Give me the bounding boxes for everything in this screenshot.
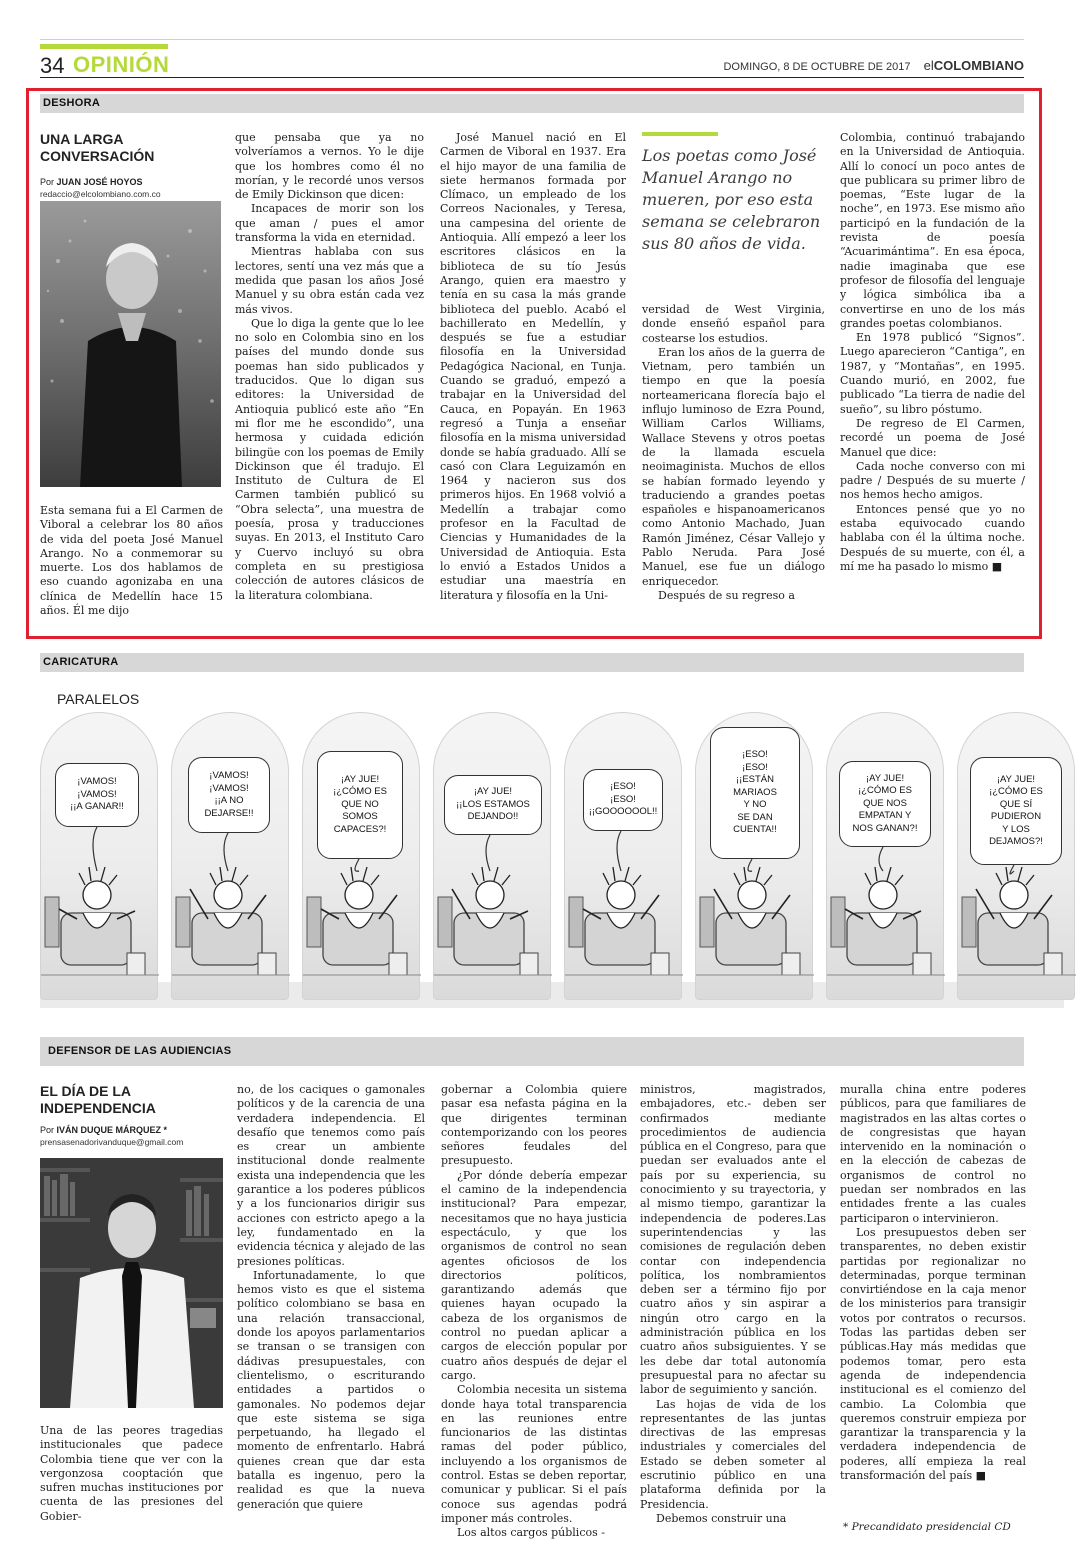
- speech-bubble: ¡AY JUE! ¡¿CÓMO ES QUE SÍ PUDIERON Y LOS DEJAMOS?!: [970, 757, 1062, 865]
- deshora-column-1: [40, 504, 223, 628]
- football-fan-cartoon-icon: [41, 713, 159, 1001]
- speech-bubble: ¡ESO! ¡ESO! ¡¡ESTÁN MARIAOS Y NO SE DAN CUENTA!!: [710, 727, 800, 859]
- defensor-column-3: [441, 1083, 627, 1540]
- speech-bubble: ¡AY JUE! ¡¡LOS ESTAMOS DEJANDO!!: [444, 775, 542, 835]
- cartoon-panel: [171, 712, 289, 1000]
- deshora-column-5: [840, 131, 1025, 628]
- paragraph: muralla china entre poderes públicos, para que familiares de magistrados en las altas cortes o de congresistas que hayan intervenido en la nominación o en la elección de cabezas de organismos de control no puedan ser nombrados en las entidades frente a las cuales participaron o intervinieron.: [840, 1083, 1026, 1225]
- paragraph: Después de su regreso a: [658, 588, 795, 602]
- logo-name: COLOMBIANO: [933, 58, 1024, 73]
- speech-bubble: ¡ESO! ¡ESO! ¡¡GOOOOOOL!!: [583, 769, 663, 831]
- paragraph: no, de los caciques o gamonales políticos y de la carencia de una verdadera independencia. El desafío que tenemos como país es crear un ambiente institucional donde realmente exista una independencia que les garantice a los poderes públicos y a los funcionarios dirigir sus acciones con estricto apego a la ley, fundamentado en la evidencia técnica y alejado de las presiones políticas.: [237, 1083, 425, 1268]
- defensor-column-5: [840, 1083, 1026, 1519]
- defensor-column-1: [40, 1424, 223, 1524]
- paragraph: Colombia necesita un sistema donde haya total transparencia en las reuniones entre funcionarios de las distintas ramas del poder público, incluyendo a los organismos de control. Estas se deben reportar, comunicar y publicar. Si el país conoce sus agendas podrá imponer más controles.: [441, 1383, 627, 1525]
- cartoon-panel: [826, 712, 944, 1000]
- paragraph: ¿Por dónde debería empezar el camino de la independencia institucional? Para empezar, necesitamos que no haya justicia espectáculo, y que los organismos de control no sean agentes oficiosos de los directorios políticos, garantizando además que quienes hayan ocupado la cabeza de los organismos de control no puedan aplicar a cargos de elección popular por cuatro años después de dejar el cargo.: [441, 1168, 627, 1382]
- cartoon-panel: [40, 712, 158, 1000]
- cartoon-panel: [433, 712, 551, 1000]
- paragraph: Infortunadamente, lo que hemos visto es que el sistema político colombiano se basa en una relación transaccional, donde los apoyos parlamentarios se transan o se transigen con dádivas presupuestales, con clientelismo, o escriturando entidades a partidos o gamonales. No podemos dejar que este sistema se siga perpetuando, ha llegado el momento de enfrentarlo. Habrá quienes crean que dar esta batalla es ingenuo, pero la realidad es que la nueva generación que quiere: [237, 1268, 425, 1511]
- defensor-column-2: [237, 1083, 425, 1523]
- paragraph: Las hojas de vida de los representantes de las juntas directivas de las empresas industriales y comerciales del Estado se deben someter al escrutinio público en una plataforma definida por la Presidencia.: [640, 1397, 826, 1511]
- man-in-suit-photo: [40, 1158, 223, 1408]
- byline: [40, 1125, 167, 1135]
- author-photo-graphic: [40, 1158, 223, 1408]
- author-name: IVÁN DUQUE MÁRQUEZ *: [56, 1125, 168, 1135]
- speech-bubble: ¡AY JUE! ¡¿CÓMO ES QUE NOS EMPATAN Y NOS GANAN?!: [839, 761, 931, 847]
- paragraph: versidad de West Virginia, donde enseñó español para costearse los estudios.: [642, 303, 825, 345]
- cartoon-panel: [695, 712, 813, 1000]
- author-photo-graphic: [40, 201, 221, 487]
- logo-prefix: el: [923, 58, 934, 73]
- section-accent-bar: [40, 44, 168, 49]
- top-rule: [40, 39, 1024, 40]
- paragraph: gobernar a Colombia quiere pasar esa nefasta página en la que dirigentes terminan contemporizando con los peores señores feudales del presupuesto.: [441, 1083, 627, 1168]
- page-header: [40, 44, 1024, 78]
- pullquote-accent: [642, 132, 718, 136]
- paragraph: Los presupuestos deben ser transparentes, no deben existir partidas por regionalizar no determinadas, porque terminan convirtiéndose en la caja menor de los ministerios para transigir votos por contratos o recursos. Todas las partidas deben ser públicas.Hay más medidas que podemos tomar, pero esta agenda de independencia institucional es el comienzo del cambio. La Colombia que queremos construir empieza por garantizar la transparencia y la verdadera independencia de poderes, allí empieza la real transformación del país ■: [840, 1225, 1026, 1483]
- section-bar-defensor: DEFENSOR DE LAS AUDIENCIAS: [40, 1037, 1024, 1066]
- speech-bubble: ¡VAMOS! ¡VAMOS! ¡¡A GANAR!!: [55, 763, 139, 827]
- article-title: UNA LARGA CONVERSACIÓN: [40, 131, 155, 164]
- cartoon-panel: [302, 712, 420, 1000]
- cartoon-panel: [564, 712, 682, 1000]
- football-fan-cartoon-icon: [434, 713, 552, 1001]
- football-fan-cartoon-icon: [565, 713, 683, 1001]
- cartoon-title: PARALELOS: [57, 691, 140, 707]
- paragraph: Que lo diga la gente que lo lee no solo en Colombia sino en los países del mundo donde sus poemas han sido publicados y traducidos. Que lo digan sus editores: la Universidad de Antioquia publicó este año “En mi flor me he escondido”, una hermosa y cuidada edición bilingüe con los poemas de Emily Dickinson que él tradujo. El Instituto de Cultura de El Carmen también publicó su “Obra selecta”, una muestra de poesía, prosa y traducciones suyas. En 2013, el Instituto Caro y Cuervo incluyó su obra completa en su prestigiosa colección de autores clásicos de la literatura colombiana.: [235, 316, 424, 602]
- author-email: redaccio@elcolombiano.com.co: [40, 189, 161, 199]
- paragraph: Debemos construir una: [656, 1511, 787, 1525]
- deshora-column-4: [642, 303, 825, 628]
- paragraph: Colombia, continuó trabajando en la Universidad de Antioquia. Allí lo conocí un poco antes de que publicara su primer libro de poemas, “Este lugar de la noche”, en 1973. Ese mismo año participó en la fundación de la revista de poesía “Acuarimántima”. En esa época, nadie imaginaba que ese profesor de filosofía del lenguaje y lógica simbólica iba a convertirse en uno de los más grandes poetas colombianos.: [840, 131, 1025, 330]
- header-right: [723, 58, 1024, 73]
- paragraph: Mientras hablaba con sus lectores, sentí una vez más que a medida que pasan los años José Manuel y su obra están cada vez más vivos.: [235, 245, 424, 316]
- section-name: OPINIÓN: [73, 52, 170, 77]
- cartoon-panel: [957, 712, 1075, 1000]
- paragraph: ministros, magistrados, embajadores, etc.- deben ser confirmados mediante procedimientos de audiencia pública en el Congreso, para que puedan ser evaluados ante el país por su experiencia, su conocimiento y su trayectoria, y al mismo tiempo, garantizar la independencia de poderes.Las superintendencias y las comisiones de regulación deben contar con independencia política, los nombramientos deben ser a término fijo por cuatro años y sin aspirar a ningún otro cargo en la administración pública en los cuatro años subsiguientes. Y se les debe dar total autonomía presupuestal para no afectar su labor de seguimiento y sanción.: [640, 1083, 826, 1397]
- speech-bubble: ¡VAMOS! ¡VAMOS! ¡¡A NO DEJARSE!!: [188, 757, 270, 833]
- footnote: * Precandidato presidencial CD: [843, 1521, 1011, 1533]
- paragraph: Esta semana fui a El Carmen de Viboral a celebrar los 80 años de vida del poeta José Manuel Arango. No a conmemorar su muerte. Los dos hablamos de eso cuando agonizaba en una clínica de Medellín hace 15 años. Él me dijo: [40, 504, 223, 618]
- man-portrait-photo: [40, 201, 221, 487]
- page-number: 34: [40, 53, 65, 78]
- speech-bubble: ¡AY JUE! ¡¿CÓMO ES QUE NO SOMOS CAPACES?!: [317, 751, 403, 859]
- section-bar-deshora: DESHORA: [40, 94, 1024, 113]
- pullquote: Los poetas como José Manuel Arango no mueren, por eso esta semana se celebraron sus 80 años de vida.: [642, 146, 821, 253]
- byline: [40, 177, 143, 187]
- paragraph: José Manuel nació en El Carmen de Viboral en 1937. Era el hijo mayor de una familia de siete hermanos formada por Clímaco, un empleado de los Correos Nacionales, y Teresa, una campesina del oriente de Antioquia. Allí empezó a leer los escritores clásicos en la biblioteca de su tío Jesús Arango, quien era maestro y tenía en su casa la más grande biblioteca del pueblo. Acabó el bachillerato en Medellín, y después se fue a estudiar filosofía en la Universidad Pedagógica Nacional, en Tunja. Cuando se graduó, empezó a trabajar en la Universidad del Cauca, en Popayán. En 1963 regresó a Tunja a enseñar filosofía en la misma universidad donde se había graduado. Allí se casó con Clara Leguizamón en 1964 y nacieron sus dos primeros hijos. En 1968 volvió a Medellín a trabajar como profesor en la Facultad de Ciencias y Humanidades de la Universidad de Antioquia. Esta lo envió a Estados Unidos a estudiar una maestría en literatura y filosofía en la Uni-: [440, 131, 626, 602]
- paragraph: Entonces pensé que yo no estaba equivocado cuando hablaba con él la última noche. Después de su muerte, con él, a mí me ha pasado lo mismo ■: [840, 502, 1025, 573]
- defensor-column-4: [640, 1083, 826, 1523]
- article-title: EL DÍA DE LA INDEPENDENCIA: [40, 1083, 156, 1116]
- byline-prefix: Por: [40, 177, 55, 187]
- paragraph: Una de las peores tragedias institucionales que padece Colombia tiene que ver con la vergonzosa cooptación que sufren muchas instituciones por cuenta de las presiones del Gobier-: [40, 1424, 223, 1523]
- paragraph: que pensaba que ya no volveríamos a vernos. Yo le dije que los hombres como él no morían, y le recordé unos versos de Emily Dickinson que dicen:: [235, 131, 424, 202]
- cartoon-strip: [40, 712, 1064, 1008]
- author-name: JUAN JOSÉ HOYOS: [56, 177, 143, 187]
- paragraph: Cada noche converso con mi padre / Después de su muerte / nos hemos hecho amigos.: [840, 459, 1025, 502]
- author-email: prensasenadorivanduque@gmail.com: [40, 1137, 184, 1147]
- deshora-column-2: [235, 131, 424, 628]
- issue-date: DOMINGO, 8 DE OCTUBRE DE 2017: [723, 61, 911, 73]
- paragraph: Incapaces de morir son los que aman / pues el amor transforma la vida en eternidad.: [235, 202, 424, 245]
- paragraph: De regreso de El Carmen, recordé un poema de José Manuel que dice:: [840, 416, 1025, 459]
- section-bar-caricatura: CARICATURA: [40, 653, 1024, 672]
- paragraph: En 1978 publicó “Signos”. Luego aparecieron “Cantiga”, en 1987, y “Montañas”, en 1995. Cuando murió, en 2002, fue publicado “La tierra de nadie del sueño”, su libro póstumo.: [840, 331, 1025, 416]
- byline-prefix: Por: [40, 1125, 55, 1135]
- paragraph: Eran los años de la guerra de Vietnam, pero también un tiempo en que la poesía norteamericana florecía bajo el influjo luminoso de Ezra Pound, William Carlos Williams, Wallace Stevens y otros poetas de la llamada escuela neoimaginista. Muchos de ellos se habían formado leyendo y traduciendo a grandes poetas españoles e hispanoamericanos como Antonio Machado, Juan Ramón Jiménez, César Vallejo y Pablo Neruda. Para José Manuel, ese fue un diálogo enriquecedor.: [642, 345, 825, 588]
- paragraph: Los altos cargos públicos -: [457, 1526, 605, 1540]
- deshora-column-3: [440, 131, 626, 628]
- football-fan-cartoon-icon: [827, 713, 945, 1001]
- newspaper-logo: [924, 58, 1024, 73]
